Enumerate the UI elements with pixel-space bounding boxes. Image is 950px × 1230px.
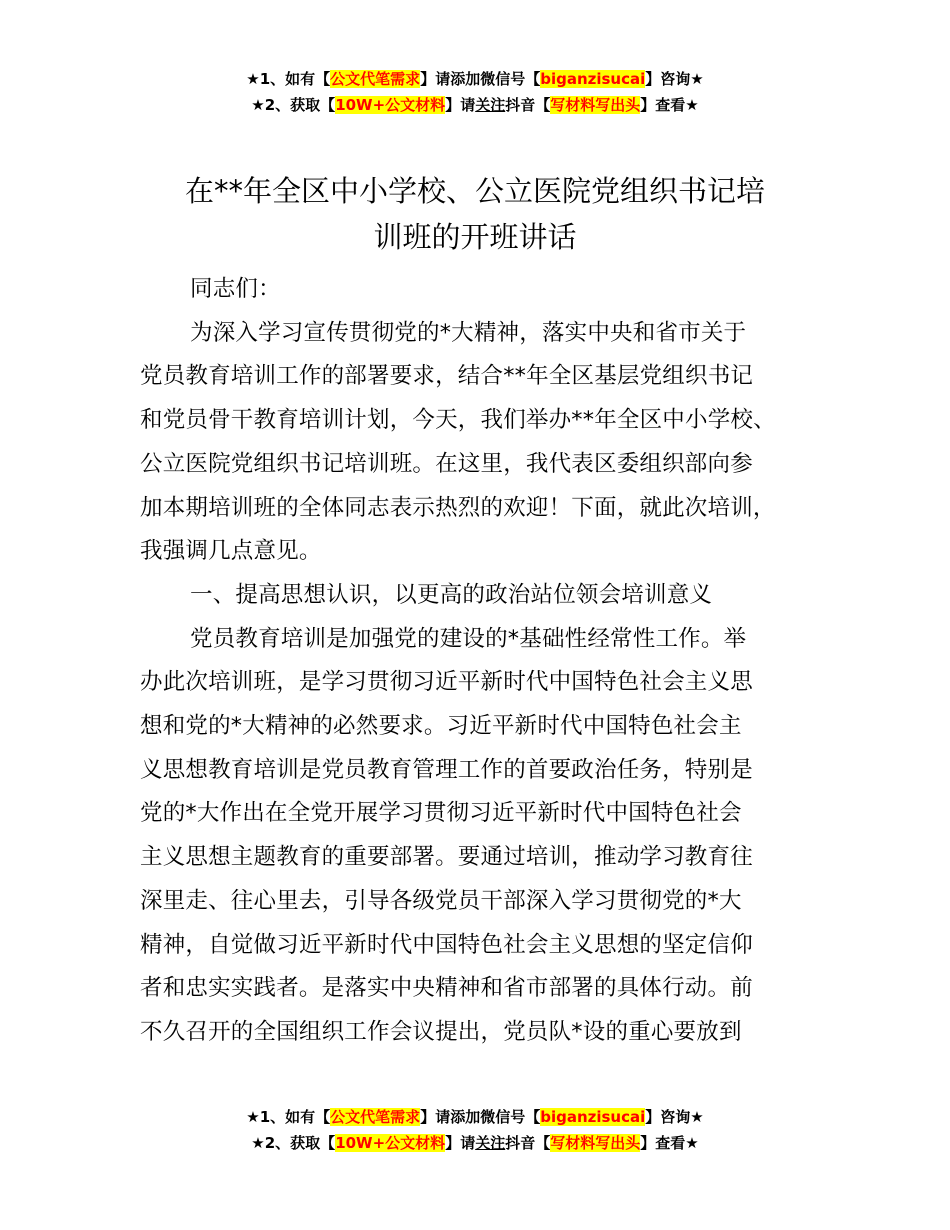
paragraph-intro [140, 312, 830, 574]
banner-text: 】请添加微信号【 [420, 1108, 541, 1126]
highlight-tag: 公文代笔需求 [330, 1108, 421, 1126]
banner-line-1 [0, 1104, 950, 1130]
title-line: 在**年全区中小学校、公立医院党组织书记培 [184, 174, 765, 208]
text-line: 义思想教育培训是党员教育管理工作的首要政治任务，特别是 [140, 756, 753, 783]
banner-text: ★2、获取【 [251, 1134, 336, 1152]
document-title [120, 168, 830, 260]
text-line: 办此次培训班，是学习贯彻习近平新时代中国特色社会主义思 [140, 669, 753, 696]
highlight-tag: 公文代笔需求 [330, 70, 421, 88]
highlight-tag: 10W+公文材料 [335, 96, 446, 114]
banner-text: 】查看★ [640, 96, 699, 114]
text-line: 精神，自觉做习近平新时代中国特色社会主义思想的坚定信仰 [140, 931, 753, 958]
text-line: 者和忠实实践者。是落实中央精神和省市部署的具体行动。前 [140, 975, 753, 1002]
banner-line-2 [0, 1130, 950, 1156]
text-line: 和党员骨干教育培训计划，今天，我们举办**年全区中小学校、 [140, 407, 776, 434]
banner-text: 】请 [445, 1134, 476, 1152]
wechat-id-tag: biganzisucai [540, 1108, 646, 1126]
text-line: 不久召开的全国组织工作会议提出，党员队*设的重心要放到 [140, 1018, 742, 1045]
text-line: 加本期培训班的全体同志表示热烈的欢迎！下面，就此次培训， [140, 494, 776, 521]
highlight-tag: 10W+公文材料 [335, 1134, 446, 1152]
banner-text: 】查看★ [640, 1134, 699, 1152]
title-line: 训班的开班讲话 [373, 220, 577, 254]
text-line: 想和党的*大精神的必然要求。习近平新时代中国特色社会主 [140, 713, 742, 740]
text-line: 为深入学习宣传贯彻党的*大精神，落实中央和省市关于 [190, 319, 747, 346]
header-banner [0, 66, 950, 118]
banner-text: ★2、获取【 [251, 96, 336, 114]
text-line: 我强调几点意见。 [140, 538, 322, 565]
banner-text: ★1、如有【 [246, 70, 331, 88]
text-line: 主义思想主题教育的重要部署。要通过培训，推动学习教育往 [140, 844, 753, 871]
salutation: 同志们： [190, 276, 281, 302]
banner-text: 抖音【 [505, 1134, 551, 1152]
banner-line-1 [0, 66, 950, 92]
text-line: 党的*大作出在全党开展学习贯彻习近平新时代中国特色社会 [140, 800, 742, 827]
paragraph-section-1 [140, 618, 830, 1055]
banner-text: ★1、如有【 [246, 1108, 331, 1126]
document-body [140, 268, 830, 1055]
underlined-text: 关注 [475, 96, 506, 114]
text-line: 党员教育培训工作的部署要求，结合**年全区基层党组织书记 [140, 363, 754, 390]
highlight-tag: 写材料写出头 [550, 96, 641, 114]
banner-line-2 [0, 92, 950, 118]
text-line: 公立医院党组织书记培训班。在这里，我代表区委组织部向参 [140, 450, 753, 477]
highlight-tag: 写材料写出头 [550, 1134, 641, 1152]
text-line: 深里走、往心里去，引导各级党员干部深入学习贯彻党的*大 [140, 887, 742, 914]
footer-banner [0, 1104, 950, 1156]
wechat-id-tag: biganzisucai [540, 70, 646, 88]
underlined-text: 关注 [475, 1134, 506, 1152]
text-line: 党员教育培训是加强党的建设的*基础性经常性工作。举 [190, 625, 747, 652]
banner-text: 抖音【 [505, 96, 551, 114]
section-heading-1: 一、提高思想认识，以更高的政治站位领会培训意义 [190, 581, 713, 608]
banner-text: 】咨询★ [645, 1108, 704, 1126]
banner-text: 】咨询★ [645, 70, 704, 88]
banner-text: 】请 [445, 96, 476, 114]
banner-text: 】请添加微信号【 [420, 70, 541, 88]
